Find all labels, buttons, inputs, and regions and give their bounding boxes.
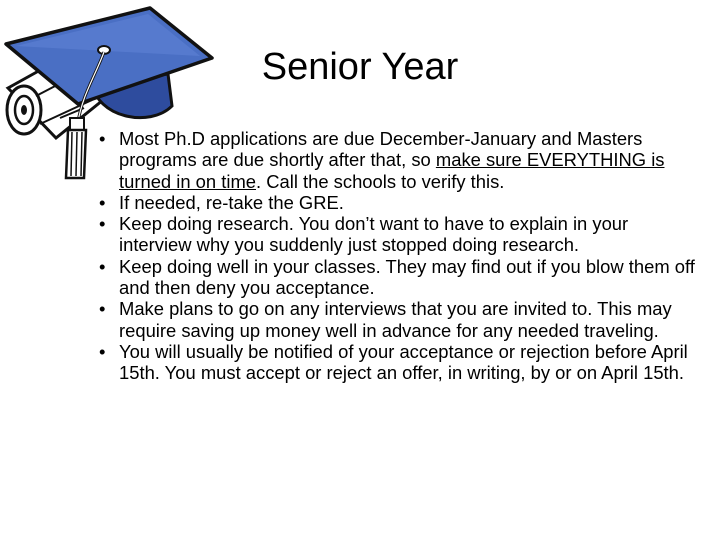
bullet-text: You will usually be notified of your acceptance or rejection before April 15th. You must accept or reject an offer, in writing, by or on April 15th. <box>119 340 688 384</box>
bullet-dot: • <box>99 191 106 213</box>
bullet-list <box>97 128 697 384</box>
bullet-item <box>97 192 697 213</box>
slide-title: Senior Year <box>261 46 459 88</box>
bullet-text: . Call the schools to verify this. <box>256 170 505 192</box>
bullet-dot: • <box>99 128 106 149</box>
bullet-text: If needed, re-take the GRE. <box>119 191 344 213</box>
bullet-text: Make plans to go on any interviews that you are invited to. This may require saving up money well in advance for any needed traveling. <box>119 298 672 341</box>
bullet-dot: • <box>99 340 106 362</box>
bullet-item <box>97 298 697 341</box>
bullet-dot: • <box>99 298 106 320</box>
bullet-item <box>97 128 697 192</box>
bullet-item <box>97 256 697 299</box>
bullet-item <box>97 341 697 384</box>
bullet-dot: • <box>99 213 106 235</box>
bullet-text: Keep doing well in your classes. They may find out if you blow them off and then deny you acceptance. <box>119 255 695 299</box>
bullet-dot: • <box>99 255 106 277</box>
bullet-text: Keep doing research. You don’t want to have to explain in your interview why you suddenly just stopped doing research. <box>119 213 629 256</box>
bullet-text: Most Ph.D applications are due December-January and Masters programs are due shortly after that, so <box>119 128 643 171</box>
bullet-underlined-text: make sure EVERYTHING is turned in on time <box>119 149 665 192</box>
tassel <box>66 118 86 178</box>
bullet-item <box>97 213 697 256</box>
